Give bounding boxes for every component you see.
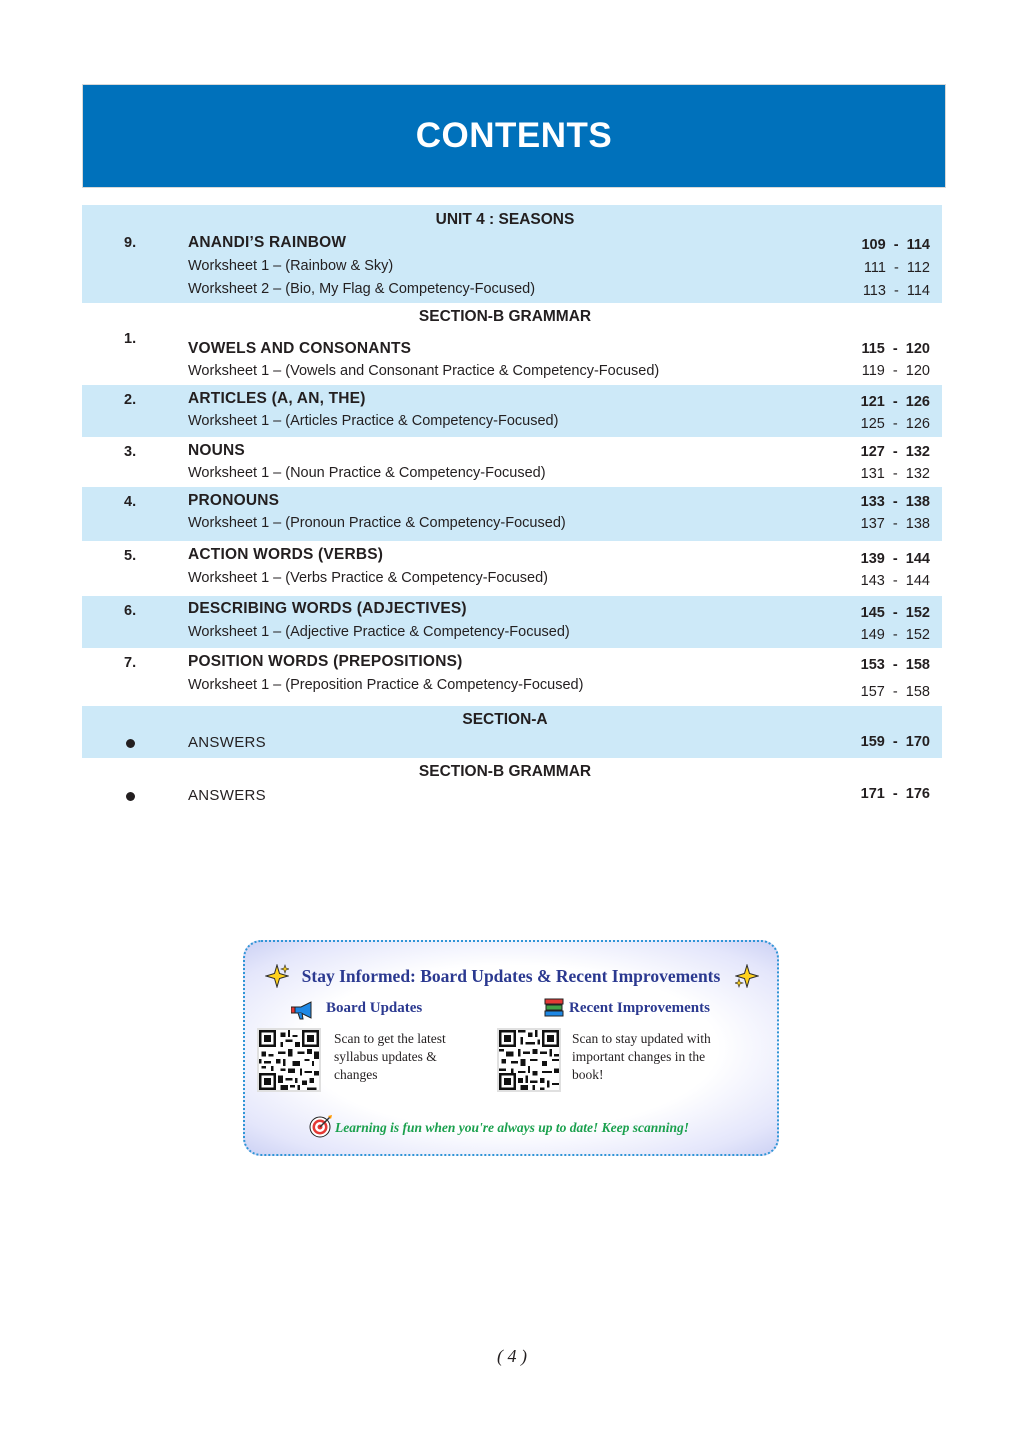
worksheet-pages: 157 - 158 [860, 684, 930, 700]
recent-improvements-heading: Recent Improvements [569, 1000, 710, 1016]
chapter-number: 4. [124, 494, 137, 510]
worksheet-pages: 131 - 132 [860, 466, 930, 482]
section-heading: SECTION-B GRAMMAR [418, 308, 592, 325]
grammar-chapter-3 [82, 437, 942, 487]
chapter-title[interactable]: ARTICLES (A, AN, THE) [188, 390, 366, 407]
megaphone-icon [291, 1000, 317, 1020]
worksheet-pages: 119 - 120 [861, 363, 930, 379]
page-number: ( 4 ) [497, 1346, 527, 1366]
chapter-number: 5. [124, 548, 137, 564]
panel-title: Stay Informed: Board Updates & Recent Improvements [301, 966, 721, 986]
worksheet-pages: 111 - 112 [863, 260, 930, 276]
contents-banner [82, 84, 946, 188]
worksheet-label[interactable]: Worksheet 1 – (Preposition Practice & Competency-Focused) [188, 677, 584, 693]
chapter-title[interactable]: DESCRIBING WORDS (ADJECTIVES) [188, 600, 467, 617]
worksheet-pages: 125 - 126 [860, 416, 930, 432]
worksheet-label[interactable]: Worksheet 1 – (Articles Practice & Competency-Focused) [188, 413, 559, 429]
worksheet-pages: 143 - 144 [860, 573, 930, 589]
grammar-chapter-6 [82, 596, 942, 648]
chapter-pages: 139 - 144 [860, 551, 930, 567]
grammar-chapter-1 [82, 303, 942, 385]
answers-pages: 171 - 176 [860, 786, 930, 802]
section-heading: SECTION-B GRAMMAR [418, 763, 592, 780]
grammar-chapter-2 [82, 385, 942, 437]
worksheet-pages: 113 - 114 [862, 283, 930, 299]
board-updates-description: Scan to get the latest syllabus updates & changes [334, 1031, 446, 1082]
worksheet-label[interactable]: Worksheet 1 – (Rainbow & Sky) [188, 258, 394, 274]
info-panel [243, 940, 779, 1156]
chapter-title[interactable]: POSITION WORDS (PREPOSITIONS) [188, 653, 463, 670]
grammar-chapter-4 [82, 487, 942, 541]
chapter-pages: 145 - 152 [860, 605, 930, 621]
grammar-chapter-7 [82, 648, 942, 706]
section-heading: SECTION-A [462, 711, 548, 728]
chapter-pages: 153 - 158 [860, 657, 930, 673]
worksheet-pages: 149 - 152 [860, 627, 930, 643]
chapter-title[interactable]: VOWELS AND CONSONANTS [188, 340, 412, 357]
answers-section-b [82, 758, 942, 810]
grammar-chapter-5 [82, 541, 942, 596]
worksheet-label[interactable]: Worksheet 1 – (Vowels and Consonant Practice & Competency-Focused) [188, 363, 660, 379]
books-icon [544, 998, 564, 1018]
chapter-pages: 121 - 126 [860, 394, 930, 410]
table-of-contents [82, 205, 942, 810]
chapter-pages: 133 - 138 [860, 494, 930, 510]
sparkle-icon [735, 964, 759, 988]
bullet-icon [126, 739, 135, 748]
board-updates-qr-code[interactable] [257, 1028, 321, 1092]
chapter-pages: 109 - 114 [861, 237, 930, 253]
chapter-pages: 127 - 132 [860, 444, 930, 460]
chapter-title[interactable]: ACTION WORDS (VERBS) [188, 546, 384, 563]
page-title: CONTENTS [415, 116, 613, 155]
recent-improvements-qr-code[interactable] [497, 1028, 561, 1092]
answers-link[interactable]: ANSWERS [188, 734, 266, 751]
chapter-number: 6. [124, 603, 137, 619]
chapter-number: 3. [124, 444, 137, 460]
board-updates-heading: Board Updates [326, 1000, 423, 1016]
worksheet-label[interactable]: Worksheet 1 – (Pronoun Practice & Competency-Focused) [188, 515, 566, 531]
chapter-number: 1. [124, 331, 137, 347]
chapter-title[interactable]: NOUNS [188, 442, 245, 459]
panel-tagline: Learning is fun when you're always up to date! Keep scanning! [335, 1120, 690, 1135]
chapter-number: 9. [124, 235, 137, 251]
section-heading: UNIT 4 : SEASONS [435, 211, 575, 228]
target-icon [309, 1114, 333, 1138]
chapter-pages: 115 - 120 [861, 341, 930, 357]
chapter-title[interactable]: ANANDI’S RAINBOW [188, 234, 347, 251]
chapter-title[interactable]: PRONOUNS [188, 492, 280, 509]
worksheet-label[interactable]: Worksheet 1 – (Noun Practice & Competency-Focused) [188, 465, 546, 481]
worksheet-label[interactable]: Worksheet 1 – (Verbs Practice & Competency-Focused) [188, 570, 548, 586]
answers-section-a [82, 706, 942, 758]
worksheet-label[interactable]: Worksheet 1 – (Adjective Practice & Competency-Focused) [188, 624, 570, 640]
answers-link[interactable]: ANSWERS [188, 787, 266, 804]
worksheet-pages: 137 - 138 [860, 516, 930, 532]
bullet-icon [126, 792, 135, 801]
chapter-number: 2. [124, 392, 137, 408]
unit-4-block [82, 205, 942, 303]
worksheet-label[interactable]: Worksheet 2 – (Bio, My Flag & Competency-Focused) [188, 281, 536, 297]
answers-pages: 159 - 170 [860, 734, 930, 750]
chapter-number: 7. [124, 655, 137, 671]
recent-improvements-description: Scan to stay updated with important changes in the book! [572, 1031, 711, 1082]
